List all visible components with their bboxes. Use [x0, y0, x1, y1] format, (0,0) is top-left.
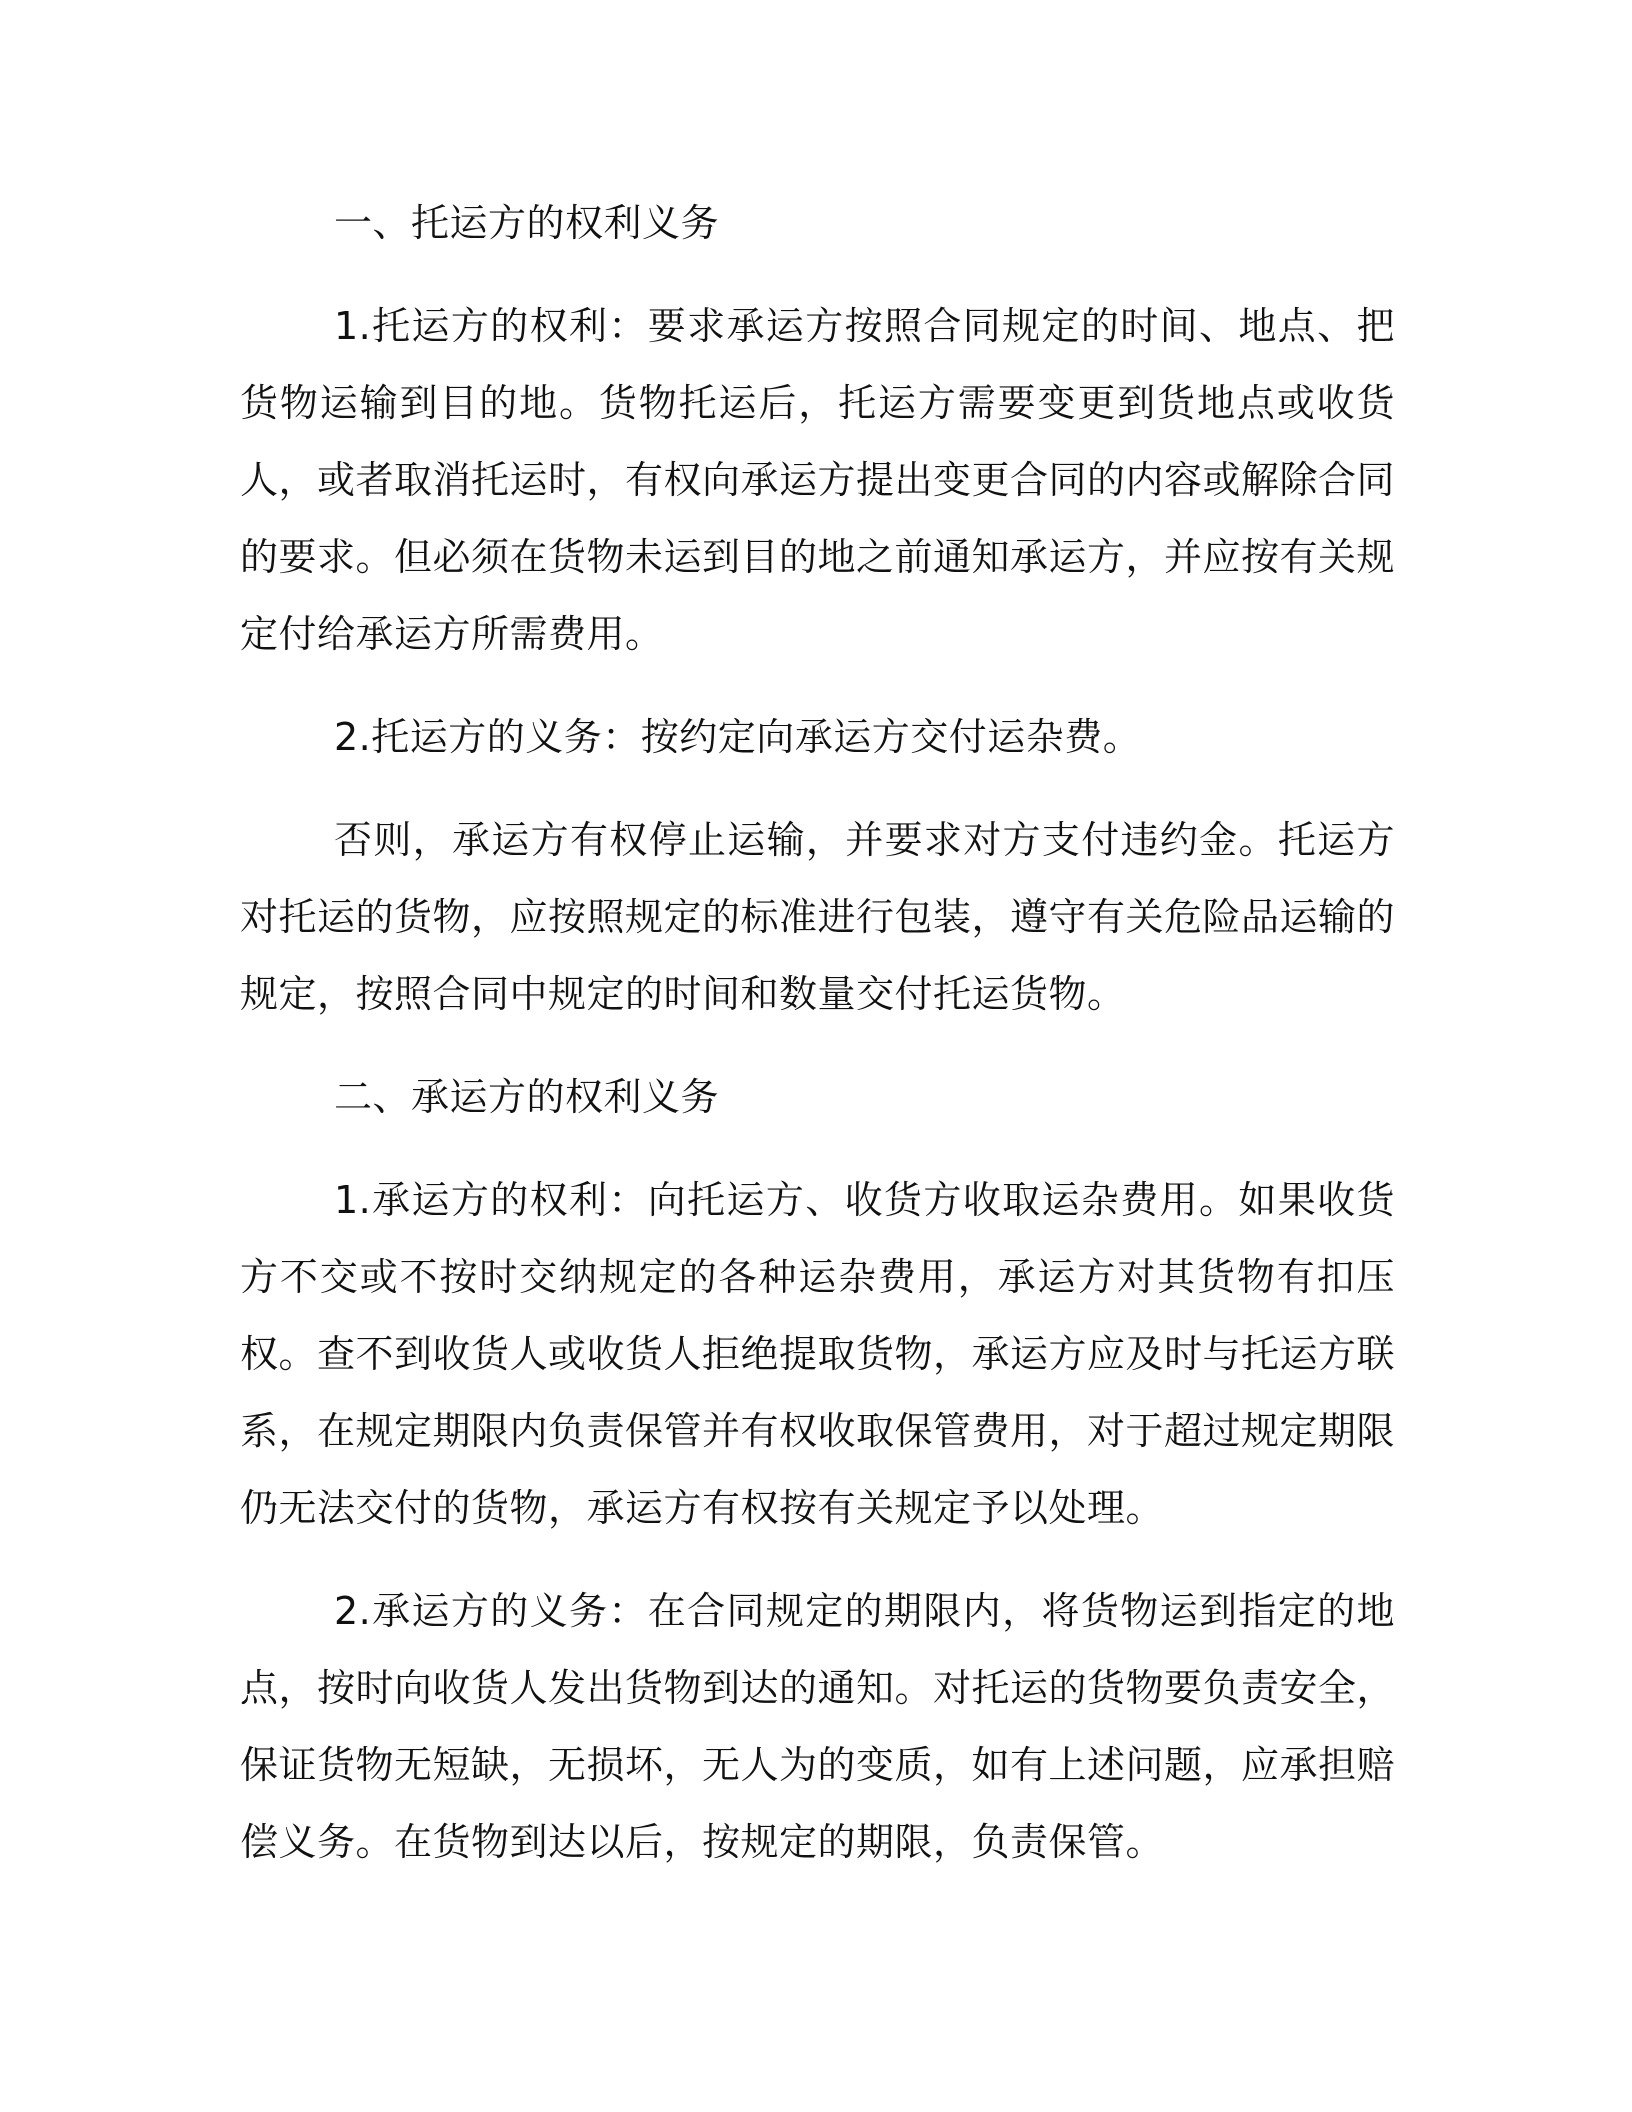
section-heading-carrier: 二、承运方的权利义务	[334, 1075, 720, 1119]
paragraph-carrier-rights: 1.承运方的权利：向托运方、收货方收取运杂费用。如果收货方不交或不按时交纳规定的各种运杂费用，承运方对其货物有扣压权。查不到收货人或收货人拒绝提取货物，承运方应及时与托运方联系，在规定期限内负责保管并有权收取保管费用，对于超过规定期限仍无法交付的货物，承运方有权按有关规定予以处理。	[240, 1178, 1396, 1530]
paragraph-shipper-obligations: 2.托运方的义务：按约定向承运方交付运杂费。	[334, 715, 1142, 759]
paragraph-shipper-obligations-detail: 否则，承运方有权停止运输，并要求对方支付违约金。托运方对托运的货物，应按照规定的标准进行包装，遵守有关危险品运输的规定，按照合同中规定的时间和数量交付托运货物。	[240, 818, 1396, 1016]
section-heading-shipper: 一、托运方的权利义务	[334, 201, 720, 245]
paragraph-shipper-rights: 1.托运方的权利：要求承运方按照合同规定的时间、地点、把货物运输到目的地。货物托运后，托运方需要变更到货地点或收货人，或者取消托运时，有权向承运方提出变更合同的内容或解除合同的要求。但必须在货物未运到目的地之前通知承运方，并应按有关规定付给承运方所需费用。	[240, 304, 1396, 656]
paragraph-carrier-obligations: 2.承运方的义务：在合同规定的期限内，将货物运到指定的地点，按时向收货人发出货物到达的通知。对托运的货物要负责安全，保证货物无短缺，无损坏，无人为的变质，如有上述问题，应承担赔偿义务。在货物到达以后，按规定的期限，负责保管。	[240, 1589, 1396, 1864]
document-body	[240, 185, 1395, 1907]
